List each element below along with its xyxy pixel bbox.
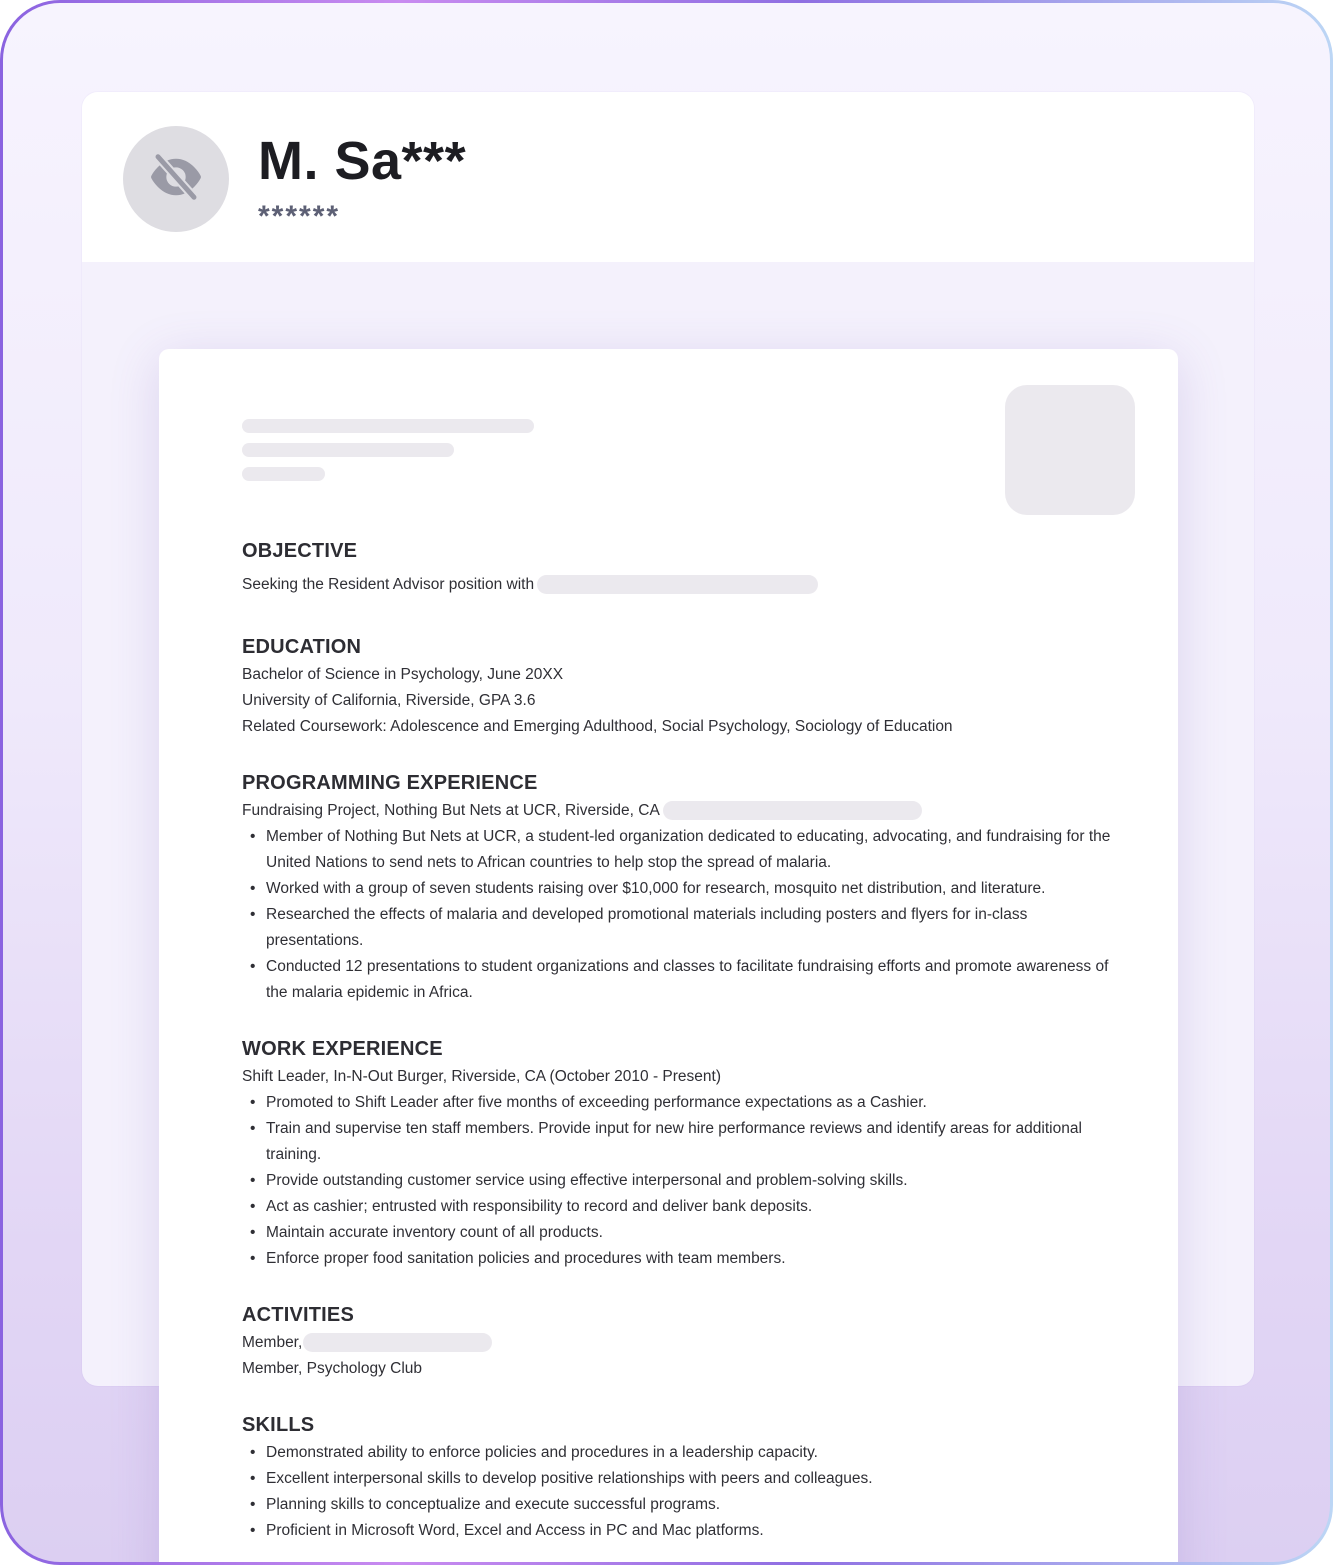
list-item: • Planning skills to conceptualize and execute successful programs. xyxy=(242,1492,1122,1518)
profile-header xyxy=(82,92,1254,262)
list-item: • Excellent interpersonal skills to develop positive relationships with peers and colleagues. xyxy=(242,1466,1122,1492)
education-line: Bachelor of Science in Psychology, June 20XX xyxy=(242,666,564,683)
objective-line xyxy=(242,575,818,595)
section-title-skills: SKILLS xyxy=(242,1414,315,1436)
eye-off-icon xyxy=(149,150,203,209)
redacted-placeholder xyxy=(303,1333,492,1352)
list-item: • Act as cashier; entrusted with responsibility to record and deliver bank deposits. xyxy=(242,1194,1122,1220)
skills-bullets xyxy=(242,1440,1122,1544)
section-title-work: WORK EXPERIENCE xyxy=(242,1038,443,1060)
header-placeholder-line xyxy=(242,467,325,481)
list-item: • Member of Nothing But Nets at UCR, a student-led organization dedicated to educating, advocating, and fundraising for the United Nations to send nets to African countries to help stop the spread of malaria. xyxy=(242,824,1122,876)
section-title-activities: ACTIVITIES xyxy=(242,1304,355,1326)
programming-subtitle: Fundraising Project, Nothing But Nets at UCR, Riverside, CA xyxy=(242,802,660,819)
list-item: • Proficient in Microsoft Word, Excel and Access in PC and Mac platforms. xyxy=(242,1518,1122,1544)
section-title-education: EDUCATION xyxy=(242,636,362,658)
avatar xyxy=(123,126,229,232)
education-line: University of California, Riverside, GPA 3.6 xyxy=(242,692,536,709)
list-item: • Researched the effects of malaria and developed promotional materials including posters and flyers for in-class presentations. xyxy=(242,902,1122,954)
section-title-objective: OBJECTIVE xyxy=(242,540,358,562)
list-item: • Train and supervise ten staff members. Provide input for new hire performance reviews and identify areas for additional training. xyxy=(242,1116,1122,1168)
list-item: • Promoted to Shift Leader after five months of exceeding performance expectations as a Cashier. xyxy=(242,1090,1122,1116)
page-background xyxy=(3,3,1330,1562)
section-title-programming: PROGRAMMING EXPERIENCE xyxy=(242,772,538,794)
list-item: • Provide outstanding customer service using effective interpersonal and problem-solving skills. xyxy=(242,1168,1122,1194)
objective-text: Seeking the Resident Advisor position with xyxy=(242,576,535,593)
programming-subtitle-line xyxy=(242,801,922,821)
list-item: • Conducted 12 presentations to student organizations and classes to facilitate fundraising efforts and promote awareness of the malaria epidemic in Africa. xyxy=(242,954,1122,1006)
header-placeholder-line xyxy=(242,419,534,433)
activities-text: Member, xyxy=(242,1334,303,1351)
photo-placeholder xyxy=(1005,385,1135,515)
activities-line: Member, Psychology Club xyxy=(242,1360,423,1377)
list-item: • Demonstrated ability to enforce policies and procedures in a leadership capacity. xyxy=(242,1440,1122,1466)
profile-name: M. Sa*** xyxy=(258,131,467,191)
list-item: • Enforce proper food sanitation policies and procedures with team members. xyxy=(242,1246,1122,1272)
programming-bullets xyxy=(242,824,1122,1006)
work-subtitle: Shift Leader, In-N-Out Burger, Riverside, CA (October 2010 - Present) xyxy=(242,1068,721,1085)
header-placeholder-line xyxy=(242,443,454,457)
redacted-placeholder xyxy=(663,801,922,820)
redacted-placeholder xyxy=(537,575,818,594)
work-bullets xyxy=(242,1090,1122,1272)
profile-subtitle: ****** xyxy=(258,200,341,233)
list-item: • Worked with a group of seven students raising over $10,000 for research, mosquito net distribution, and literature. xyxy=(242,876,1122,902)
activities-line xyxy=(242,1333,492,1353)
education-line: Related Coursework: Adolescence and Emerging Adulthood, Social Psychology, Sociology of Education xyxy=(242,718,953,735)
resume-document xyxy=(159,349,1178,1562)
list-item: • Maintain accurate inventory count of all products. xyxy=(242,1220,1122,1246)
